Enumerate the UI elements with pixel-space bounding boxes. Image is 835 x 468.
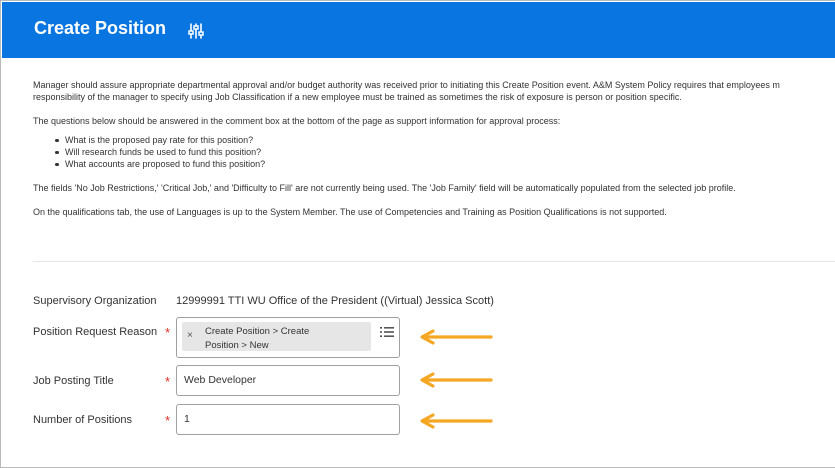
job-posting-title-label: Job Posting Title — [33, 375, 114, 387]
question-list — [55, 134, 835, 170]
number-of-positions-label: Number of Positions — [33, 414, 133, 426]
remove-selection-icon[interactable]: × — [187, 330, 193, 341]
job-posting-title-input[interactable]: Web Developer — [176, 365, 400, 396]
sliders-icon[interactable] — [186, 21, 206, 41]
instruction-text: The questions below should be answered in the comment box at the bottom of the page as support information for approval process: — [33, 116, 561, 126]
instruction-text: On the qualifications tab, the use of Languages is up to the System Member. The use of Competencies and Training as Position Qualifications is not supported. — [33, 207, 667, 217]
required-mark: * — [165, 413, 171, 428]
selected-item-label: Create Position > Create Position > New — [205, 326, 310, 351]
list-item: What accounts are proposed to fund this position? — [55, 158, 835, 170]
instruction-text: The fields 'No Job Restrictions,' 'Critical Job,' and 'Difficulty to Fill' are not currently being used. The 'Job Family' field will be automatically populated from the selected job profile. — [33, 183, 736, 193]
instruction-text: responsibility of the manager to specify using Job Classification if a new employee must be trained as sometimes the risk of exposure is person or position specific. — [33, 92, 682, 102]
position-request-reason-label: Position Request Reason — [33, 326, 158, 338]
required-mark: * — [165, 374, 171, 389]
annotation-arrow-icon — [419, 329, 493, 345]
list-item: Will research funds be used to fund this position? — [55, 146, 835, 158]
position-request-reason-prompt[interactable] — [176, 317, 400, 358]
list-item: What is the proposed pay rate for this position? — [55, 134, 835, 146]
annotation-arrow-icon — [419, 372, 493, 388]
instruction-text: Manager should assure appropriate departmental approval and/or budget authority was received prior to initiating this Create Position event. A&M System Policy requires that employees m — [33, 80, 780, 90]
required-mark: * — [165, 325, 171, 340]
supervisory-org-value: 12999991 TTI WU Office of the President ((Virtual) Jessica Scott) — [176, 295, 494, 307]
section-divider — [33, 261, 835, 262]
page-title: Create Position — [34, 18, 167, 38]
number-of-positions-input[interactable]: 1 — [176, 404, 400, 435]
selected-item-pill — [182, 322, 371, 351]
prompt-list-icon[interactable] — [380, 326, 394, 338]
page-header — [2, 2, 835, 58]
instructions-panel — [33, 79, 835, 218]
supervisory-org-label: Supervisory Organization — [33, 295, 157, 307]
annotation-arrow-icon — [419, 413, 493, 429]
